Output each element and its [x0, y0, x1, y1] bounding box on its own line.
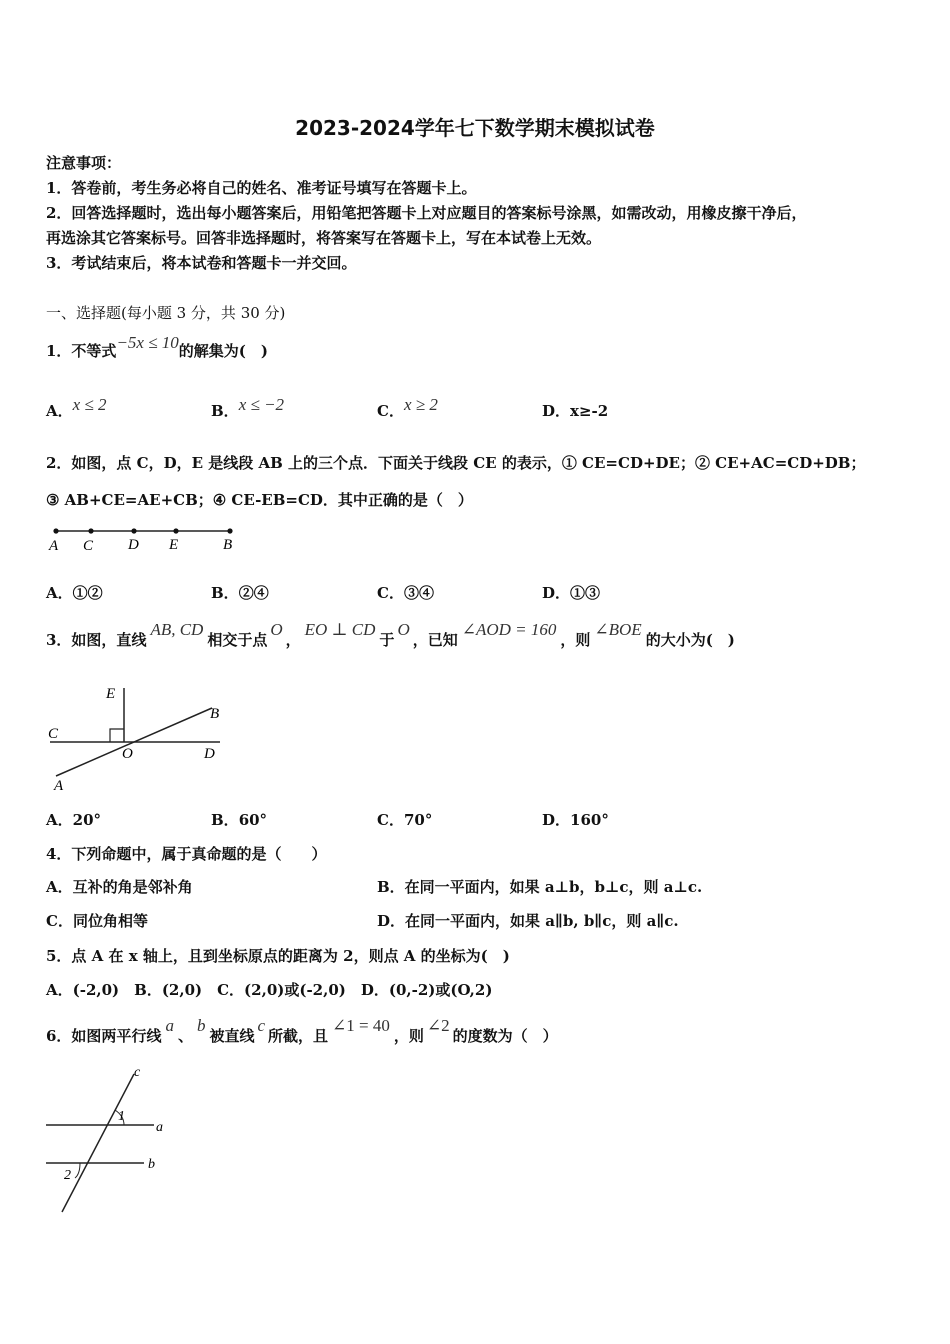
q6-figure: [42, 1062, 182, 1217]
q2-option-d: D．①③: [542, 584, 601, 602]
notes-item-2: 2．回答选择题时，选出每小题答案后，用铅笔把答题卡上对应题目的答案标号涂黑，如需改动，用橡皮擦干净后，: [46, 204, 807, 222]
q2-label-c: C: [83, 538, 94, 554]
q6-label-b: b: [148, 1157, 155, 1172]
q5-stem: 5．点 A 在 x 轴上，且到坐标原点的距离为 2，则点 A 的坐标为( ): [46, 947, 510, 965]
q4-option-d: D．在同一平面内，如果 a∥b, b∥c，则 a∥c.: [377, 912, 679, 930]
q1-option-b: B．x ≤ −2: [211, 395, 285, 420]
q6-label-angle-1: 1: [118, 1109, 125, 1124]
q2-option-b: B．②④: [211, 584, 269, 602]
notes-item-2-cont: 再选涂其它答案标号。回答非选择题时，将答案写在答题卡上，写在本试卷上无效。: [46, 229, 602, 247]
q2-label-a: A: [49, 538, 59, 554]
q3-figure: [44, 680, 234, 795]
q1-suffix: 的解集为( ): [178, 342, 268, 360]
q3-label-d: D: [204, 746, 215, 762]
q6-label-a: a: [156, 1120, 163, 1135]
q1-option-a: A．x ≤ 2: [46, 395, 107, 420]
q4-option-a: A．互补的角是邻补角: [46, 878, 193, 896]
q2-option-c: C．③④: [377, 584, 434, 602]
section-heading: 一、选择题(每小题 3 分，共 30 分): [46, 304, 286, 322]
q1-option-c: C．x ≥ 2: [377, 395, 438, 420]
q6-stem: 6．如图两平行线a、b被直线c所截，且∠1 = 40，则∠2的度数为（ ）: [46, 1016, 558, 1045]
q6-label-angle-2: 2: [64, 1168, 71, 1183]
q2-segment-figure: [44, 520, 244, 556]
q3-option-d: D．160°: [542, 811, 609, 829]
notes-item-3: 3．考试结束后，将本试卷和答题卡一并交回。: [46, 254, 357, 272]
q1-stem: [46, 333, 268, 361]
q3-option-b: B．60°: [211, 811, 268, 829]
q6-label-c: c: [134, 1065, 141, 1080]
q2-stem-line2: ③ AB+CE=AE+CB；④ CE-EB=CD．其中正确的是（ ）: [46, 491, 473, 509]
q2-label-d: D: [128, 537, 139, 553]
q1-prefix: 1．不等式: [46, 342, 117, 360]
q1-option-d: D．x≥-2: [542, 402, 609, 420]
notes-heading: 注意事项：: [46, 154, 122, 172]
q2-option-a: A．①②: [46, 584, 103, 602]
q3-label-a: A: [54, 778, 64, 794]
q3-option-a: A．20°: [46, 811, 102, 829]
q2-label-e: E: [169, 537, 179, 553]
q4-option-c: C．同位角相等: [46, 912, 148, 930]
q1-expression: −5x ≤ 10: [116, 333, 179, 352]
page-title: 2023-2024学年七下数学期末模拟试卷: [295, 116, 655, 140]
q4-option-b: B．在同一平面内，如果 a⊥b，b⊥c，则 a⊥c.: [377, 878, 703, 896]
notes-item-1: 1．答卷前，考生务必将自己的姓名、准考证号填写在答题卡上。: [46, 179, 477, 197]
q2-label-b: B: [223, 537, 233, 553]
q2-stem-line1: 2．如图，点 C，D，E 是线段 AB 上的三个点．下面关于线段 CE 的表示，① CE=CD+DE；② CE+AC=CD+DB；: [46, 454, 866, 472]
q5-options: A．(-2,0) B．(2,0) C．(2,0)或(-2,0) D．(0,-2)或(O,2): [46, 981, 493, 999]
q3-option-c: C．70°: [377, 811, 433, 829]
q3-label-o: O: [122, 746, 133, 762]
q3-stem: 3．如图，直线AB, CD相交于点O，EO ⊥ CD于O，已知∠AOD = 160，则∠BOE的大小为( ): [46, 620, 735, 649]
q3-label-b: B: [210, 706, 220, 722]
q3-label-c: C: [48, 726, 59, 742]
q4-stem: 4．下列命题中，属于真命题的是（ ）: [46, 845, 327, 863]
q3-label-e: E: [106, 686, 116, 702]
